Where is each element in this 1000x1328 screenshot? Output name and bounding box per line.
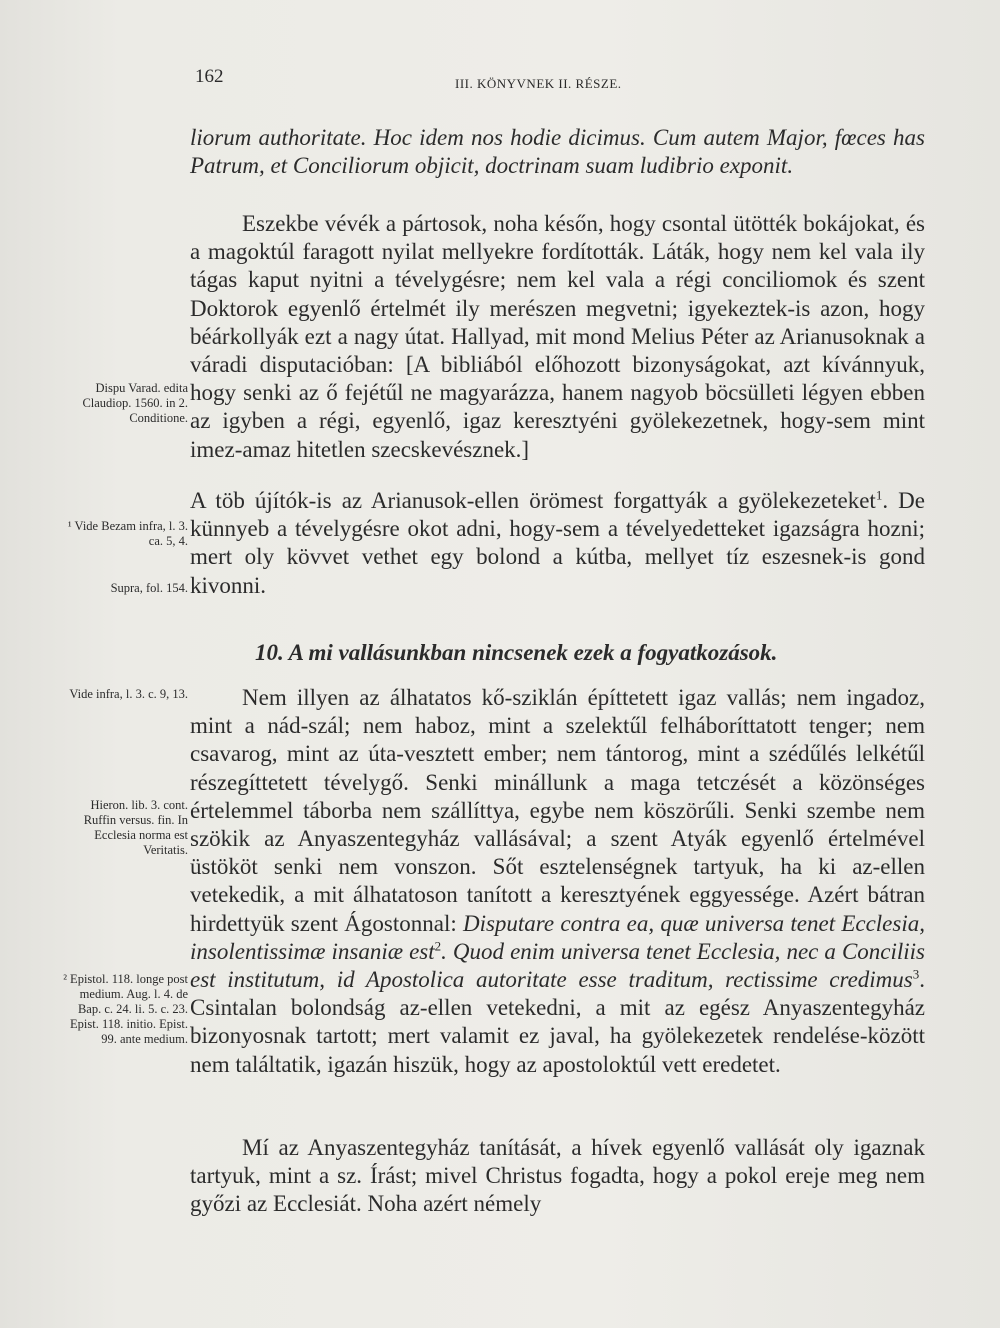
footnote-ref: 1: [875, 487, 883, 503]
latin-citation: Disputare contra ea, quæ universa tenet Ecclesia, insolentissimæ insaniæ est: [190, 910, 925, 964]
paragraph-anyaszentegyhaz: Mí az Anyaszentegyház tanítását, a hívek egyenlő vallását oly igaznak tartyuk, mint a sz. Írást; mivel Christus fogadta, hogy a pokol ereje meg nem győzi az Ecclesiát. Noha azért némely: [190, 1135, 925, 1217]
running-head: III. KÖNYVNEK II. RÉSZE.: [455, 76, 622, 91]
paragraph-text: A töb újítók-is az Arianusok-ellen örömest forgattyák a gyölekezeteket: [190, 488, 876, 513]
paragraph-partosok: Eszekbe vévék a pártosok, noha későn, hogy csontal ütötték bokájokat, és a magoktúl faragott nyilat mellyekre fordították. Láták, hogy nem kel vala ily tágas kaput nyitni a tévelygésre; nem kel vala a régi conciliomok és szent Doktorok egyenlő értelmét ily merészen megvetni; igyekeztek-is azon, hogy béárkollyák ezt a nagy útat. Hallyad, mit mond Melius Péter az Arianusoknak a váradi disputacióban: [A bibliából előhozott bizonyságokat, azt kívánnyuk, hogy senki az ő fejétűl ne magyarázza, hanem nagyob böcsülleti légyen ebben az igyben a régi, egyenlő, igaz keresztyéni gyölekezetnek, hogy-sem mint imez-amaz hitetlen szecskevésznek.]: [190, 211, 925, 462]
margin-note: ¹ Vide Bezam infra, l. 3. ca. 5, 4.: [67, 519, 188, 548]
margin-note: Hieron. lib. 3. cont. Ruffin versus. fin. In Ecclesia norma est Veritatis.: [83, 798, 188, 857]
paragraph-text: Nem illyen az álhatatos kő-sziklán építtetett igaz vallás; nem ingadoz, mint a nád-szál; nem haboz, mint a szelektűl felháboríttatott tenger; nem csavarog, mint az úta-vesztett ember; nem tántorog, mint a szédűlés lelkétűl részegíttetett tévelygő. Senki minállunk a maga tetczését a közönséges értelemmel táborba nem szállíttya, egybe nem köszörűli. Senki szembe nem szökik az Anyaszentegyház vallásával; a szent Atyák egyenlő értelmével üstököt senki nem vonszon. Sőt esztelenségnek tartyuk, ha ki az-ellen vetekedik, a mit álhatatoson tanított a keresztyének eggyessége. Azért bátran hirdettyük szent Ágostonnal:: [190, 685, 925, 936]
paragraph-text: . Csintalan bolondság az-ellen vetekedni, a mit az egész Anyaszentegyház bizonyosnak tartott; mert valamit ez javal, ha gyölekezetek rendelése-között nem találtatik, igazán hiszük, hogy az apostoloktúl vett eredetet.: [190, 967, 925, 1077]
margin-note: ² Epistol. 118. longe post medium. Aug. l. 4. de Bap. c. 24. li. 5. c. 23. Epist. 118. initio. Epist. 99. ante medium.: [63, 972, 188, 1046]
margin-note: Vide infra, l. 3. c. 9, 13.: [69, 687, 188, 701]
paragraph-latin-quote: liorum authoritate. Hoc idem nos hodie dicimus. Cum autem Major, fœces has Patrum, et Conciliorum objicit, doctrinam suam ludibrio exponit.: [190, 125, 925, 179]
page-number: 162: [195, 66, 224, 87]
paragraph-vallas: [190, 684, 925, 1079]
margin-note: Dispu Varad. edita Claudiop. 1560. in 2. Conditione.: [82, 381, 188, 425]
footnote-ref: 3: [912, 966, 920, 982]
section-heading: 10. A mi vallásunkban nincsenek ezek a fogyatkozások.: [255, 640, 778, 665]
paragraph-ujitok: [190, 487, 925, 600]
paragraph-text: . De künnyeb a tévelygésre okot adni, hogy-sem a tévelyedetteket igazságra hozni; mert oly kövvet vethet egy bolond a kútba, mellyet tíz eszesnek-is gond kivonni.: [190, 488, 925, 598]
latin-citation: . Quod enim universa tenet Ecclesia, nec a Conciliis est institutum, id Apostolica autoritate esse traditum, rectissime credimus: [190, 938, 926, 993]
footnote-ref: 2: [434, 938, 442, 954]
margin-note: Supra, fol. 154.: [110, 581, 188, 595]
